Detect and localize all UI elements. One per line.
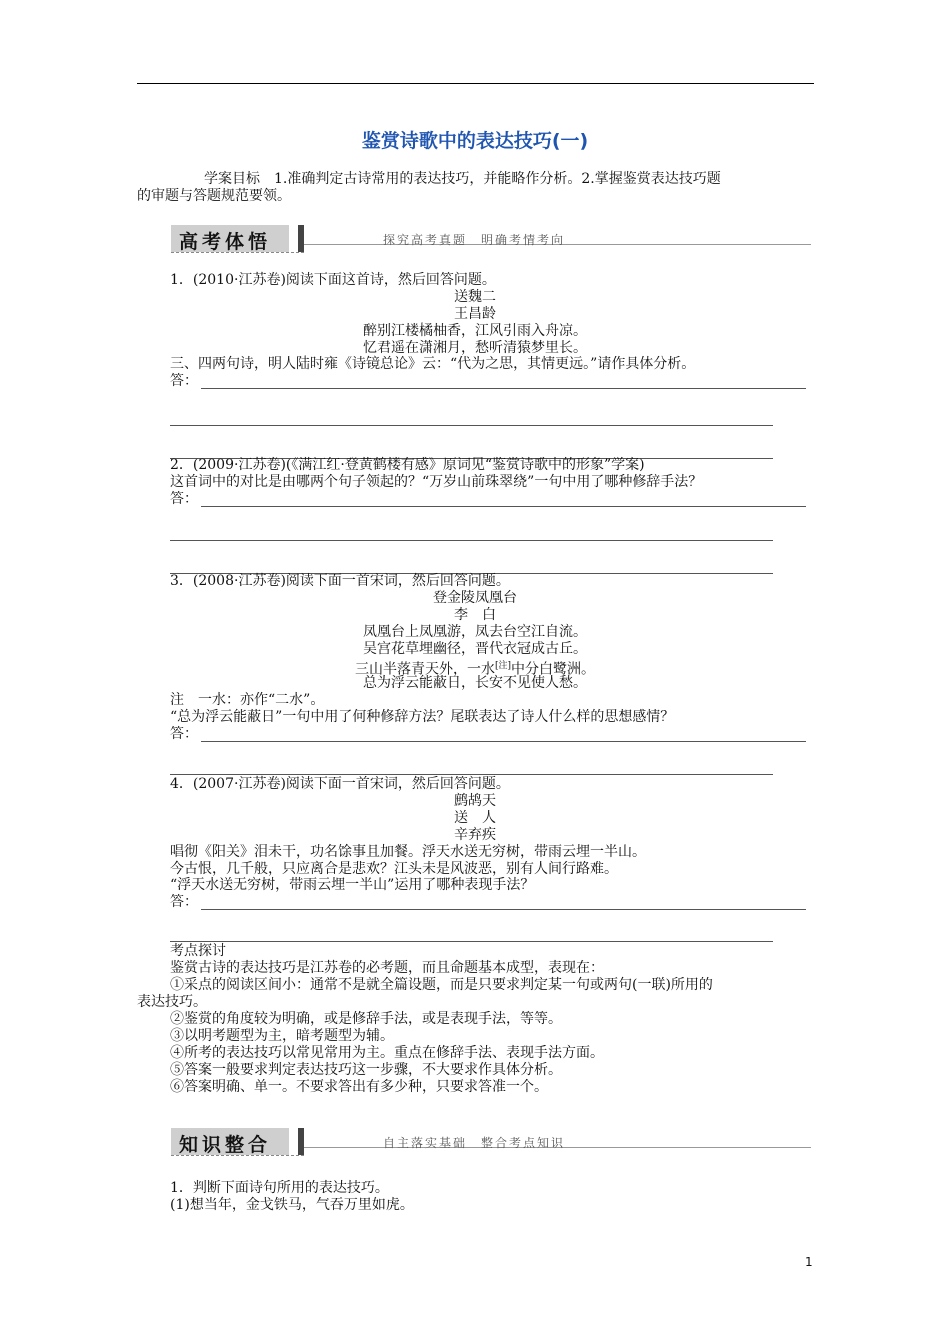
q3-poem-line-4: 总为浮云能蔽日，长安不见使人愁。 bbox=[363, 675, 587, 691]
q3-poem-title: 登金陵凤凰台 bbox=[433, 590, 517, 606]
q1-prompt: 1．(2010·江苏卷)阅读下面这首诗，然后回答问题。 bbox=[170, 272, 496, 288]
page-title: 鉴赏诗歌中的表达技巧(一) bbox=[361, 130, 589, 152]
q3-answer-line[interactable] bbox=[201, 741, 806, 742]
q3-poem-line: 凤凰台上凤凰游，凤去台空江自流。 bbox=[363, 624, 587, 640]
q3-author: 李 白 bbox=[454, 607, 496, 623]
zhishi-subquestion: (1)想当年，金戈铁马，气吞万里如虎。 bbox=[170, 1197, 414, 1213]
banner-label: 高考体悟 bbox=[179, 231, 272, 253]
q3-question: “总为浮云能蔽日”一句中用了何种修辞方法？尾联表达了诗人什么样的思想感情？ bbox=[170, 709, 675, 725]
q1-poem-title: 送魏二 bbox=[454, 289, 496, 305]
q3-note: 注 一水：亦作“二水”。 bbox=[170, 692, 325, 708]
zhishi-question: 1．判断下面诗句所用的表达技巧。 bbox=[170, 1180, 389, 1196]
banner-subtitle: 自主落实基础 整合考点知识 bbox=[383, 1136, 566, 1150]
kaodian-item: ③以明考题型为主，暗考题型为辅。 bbox=[170, 1028, 394, 1044]
banner-dotted-rule bbox=[171, 1155, 304, 1156]
q4-question: “浮天水送无穷树，带雨云埋一半山”运用了哪种表现手法？ bbox=[170, 877, 535, 893]
banner-subtitle: 探究高考真题 明确考情考向 bbox=[383, 233, 566, 247]
q4-prompt: 4．(2007·江苏卷)阅读下面一首宋词，然后回答问题。 bbox=[170, 776, 510, 792]
intro-line-2: 的审题与答题规范要领。 bbox=[137, 188, 291, 204]
q2-answer-line[interactable] bbox=[170, 540, 773, 541]
kaodian-item: ⑥答案明确、单一。不要求答出有多少种，只要求答准一个。 bbox=[170, 1079, 548, 1095]
q3-footnote-marker: [注] bbox=[494, 661, 512, 671]
q4-poem-title: 鹧鸪天 bbox=[454, 793, 496, 809]
q4-poem-line: 今古恨，几千般，只应离合是悲欢？江头未是风波恶，别有人间行路难。 bbox=[170, 861, 618, 877]
q3-line3-pre: 三山半落青天外，一水 bbox=[354, 661, 495, 678]
q2-prompt: 2．(2009·江苏卷)(《满江红·登黄鹤楼有感》原词见“鉴赏诗歌中的形象”学案) bbox=[170, 457, 645, 473]
q1-question: 三、四两句诗，明人陆时雍《诗镜总论》云：“代为之思，其情更远。”请作具体分析。 bbox=[170, 356, 696, 372]
q1-poem-line: 醉别江楼橘柚香，江风引雨入舟凉。 bbox=[363, 323, 587, 339]
q3-poem-line: 吴宫花草埋幽径，晋代衣冠成古丘。 bbox=[363, 641, 587, 657]
q4-answer-line[interactable] bbox=[201, 909, 806, 910]
kaodian-heading: 考点探讨 bbox=[170, 943, 226, 959]
q4-answer-line[interactable] bbox=[170, 941, 773, 942]
banner-bar bbox=[298, 225, 304, 252]
q4-poem-line: 唱彻《阳关》泪未干，功名馀事且加餐。浮天水送无穷树，带雨云埋一半山。 bbox=[170, 844, 646, 860]
section-banner-gaokao bbox=[171, 225, 811, 253]
q3-prompt: 3．(2008·江苏卷)阅读下面一首宋词，然后回答问题。 bbox=[170, 573, 510, 589]
kaodian-item-continuation: 表达技巧。 bbox=[137, 994, 207, 1010]
section-banner-zhishi bbox=[171, 1128, 811, 1156]
banner-label: 知识整合 bbox=[179, 1134, 272, 1156]
q1-answer-label: 答： bbox=[170, 373, 198, 389]
page-number: 1 bbox=[805, 1255, 813, 1269]
kaodian-item: ⑤答案一般要求判定表达技巧这一步骤，不大要求作具体分析。 bbox=[170, 1062, 562, 1078]
q1-poem-line: 忆君遥在潇湘月，愁听清猿梦里长。 bbox=[363, 340, 587, 356]
q2-answer-line[interactable] bbox=[201, 506, 806, 507]
q3-answer-line[interactable] bbox=[170, 774, 773, 775]
q1-answer-line[interactable] bbox=[170, 425, 773, 426]
q1-author: 王昌龄 bbox=[454, 306, 496, 322]
intro-line-1: 学案目标 1.准确判定古诗常用的表达技巧，并能略作分析。2.掌握鉴赏表达技巧题 bbox=[204, 171, 721, 187]
q3-line3-post: 中分白鹭洲。 bbox=[511, 661, 596, 678]
q4-subtitle: 送 人 bbox=[454, 810, 496, 826]
q1-answer-line[interactable] bbox=[201, 388, 806, 389]
banner-bar bbox=[298, 1128, 304, 1155]
kaodian-item: ①采点的阅读区间小：通常不是就全篇设题，而是只要求判定某一句或两句(一联)所用的 bbox=[170, 977, 713, 993]
q2-question: 这首词中的对比是由哪两个句子领起的？“万岁山前珠翠绕”一句中用了哪种修辞手法？ bbox=[170, 474, 703, 490]
header-rule bbox=[137, 83, 814, 84]
kaodian-item: ②鉴赏的角度较为明确，或是修辞手法，或是表现手法，等等。 bbox=[170, 1011, 562, 1027]
banner-dotted-rule bbox=[171, 252, 304, 253]
kaodian-item: ④所考的表达技巧以常见常用为主。重点在修辞手法、表现手法方面。 bbox=[170, 1045, 604, 1061]
q4-author: 辛弃疾 bbox=[454, 827, 496, 843]
q2-answer-label: 答： bbox=[170, 491, 198, 507]
q3-answer-label: 答： bbox=[170, 726, 198, 742]
q4-answer-label: 答： bbox=[170, 894, 198, 910]
kaodian-lead: 鉴赏古诗的表达技巧是江苏卷的必考题，而且命题基本成型，表现在： bbox=[170, 960, 604, 976]
